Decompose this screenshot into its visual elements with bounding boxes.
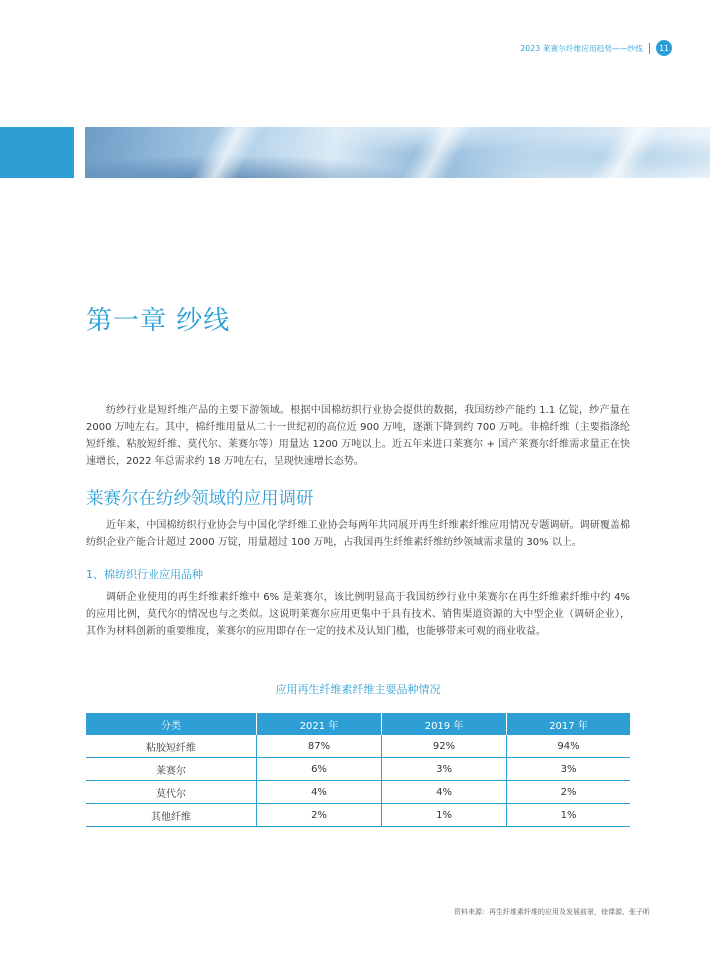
table-cell: 莫代尔 bbox=[86, 781, 257, 804]
table-row bbox=[86, 781, 630, 804]
table-cell: 1% bbox=[507, 804, 630, 827]
table-row bbox=[86, 735, 630, 758]
table-cell: 4% bbox=[382, 781, 507, 804]
table-cell: 1% bbox=[382, 804, 507, 827]
table-header-cell: 2019 年 bbox=[382, 713, 507, 735]
chapter-title: 第一章 纱线 bbox=[86, 306, 231, 336]
table-caption: 应用再生纤维素纤维主要品种情况 bbox=[275, 683, 441, 696]
table-cell: 4% bbox=[257, 781, 382, 804]
running-title: 2023 莱赛尔纤维应用趋势——纱线 bbox=[520, 43, 643, 53]
table-cell: 2% bbox=[507, 781, 630, 804]
section-title: 莱赛尔在纺纱领域的应用调研 bbox=[86, 489, 314, 509]
table-row bbox=[86, 758, 630, 781]
fabric-fold-highlight bbox=[584, 127, 666, 178]
table-cell: 粘胶短纤维 bbox=[86, 735, 257, 758]
chapter-intro-paragraph: 纺纱行业是短纤维产品的主要下游领域。根据中国棉纺织行业协会提供的数据，我国纺纱产能约 1.1 亿锭，纱产量在 2000 万吨左右。其中，棉纤维用量从二十一世纪初的高位近 900 万吨，逐渐下降到约 700 万吨。非棉纤维（主要指涤纶短纤维、粘胶短纤维、莫代尔、莱赛尔等）用量达 1200 万吨以上。近五年来进口莱赛尔 + 国产莱赛尔纤维需求量正在快速增长，2022 年总需求约 18 万吨左右，呈现快速增长态势。 bbox=[86, 405, 630, 467]
table-header-cell: 2017 年 bbox=[507, 713, 630, 735]
table-header-cell: 2021 年 bbox=[257, 713, 382, 735]
source-citation: 资料来源：再生纤维素纤维的应用及发展前景，徐课源、张子昕 bbox=[454, 908, 650, 916]
subsection-title: 1、棉纺织行业应用品种 bbox=[86, 568, 203, 581]
fabric-fold-highlight bbox=[184, 127, 266, 178]
table-row bbox=[86, 804, 630, 827]
table-cell: 92% bbox=[382, 735, 507, 758]
table-cell: 94% bbox=[507, 735, 630, 758]
banner-fabric-image bbox=[85, 127, 710, 178]
fiber-usage-table bbox=[86, 713, 630, 827]
running-header bbox=[520, 40, 672, 56]
table-cell: 3% bbox=[382, 758, 507, 781]
table-cell: 6% bbox=[257, 758, 382, 781]
table-header-cell: 分类 bbox=[86, 713, 257, 735]
table-cell: 2% bbox=[257, 804, 382, 827]
page-number-badge: 11 bbox=[656, 40, 672, 56]
table-cell: 87% bbox=[257, 735, 382, 758]
table-cell: 3% bbox=[507, 758, 630, 781]
section-paragraph: 近年来，中国棉纺织行业协会与中国化学纤维工业协会每两年共同展开再生纤维素纤维应用情况专题调研。调研覆盖棉纺织企业产能合计超过 2000 万锭，用量超过 100 万吨，占我国再生纤维素纤维纺纱领域需求量的 30% 以上。 bbox=[86, 520, 630, 548]
header-divider bbox=[649, 43, 650, 54]
subsection-paragraph: 调研企业使用的再生纤维素纤维中 6% 是莱赛尔，该比例明显高于我国纺纱行业中莱赛尔在再生纤维素纤维中约 4% 的应用比例，莫代尔的情况也与之类似。这说明莱赛尔应用更集中于具有技术、销售渠道资源的大中型企业（调研企业），其作为材料创新的重要维度，莱赛尔的应用即存在一定的技术及认知门槛，也能够带来可观的商业收益。 bbox=[86, 592, 630, 637]
fabric-fold-highlight bbox=[394, 127, 476, 178]
banner-accent-block bbox=[0, 127, 74, 178]
table-header-row bbox=[86, 713, 630, 735]
table-cell: 其他纤维 bbox=[86, 804, 257, 827]
table-cell: 莱赛尔 bbox=[86, 758, 257, 781]
